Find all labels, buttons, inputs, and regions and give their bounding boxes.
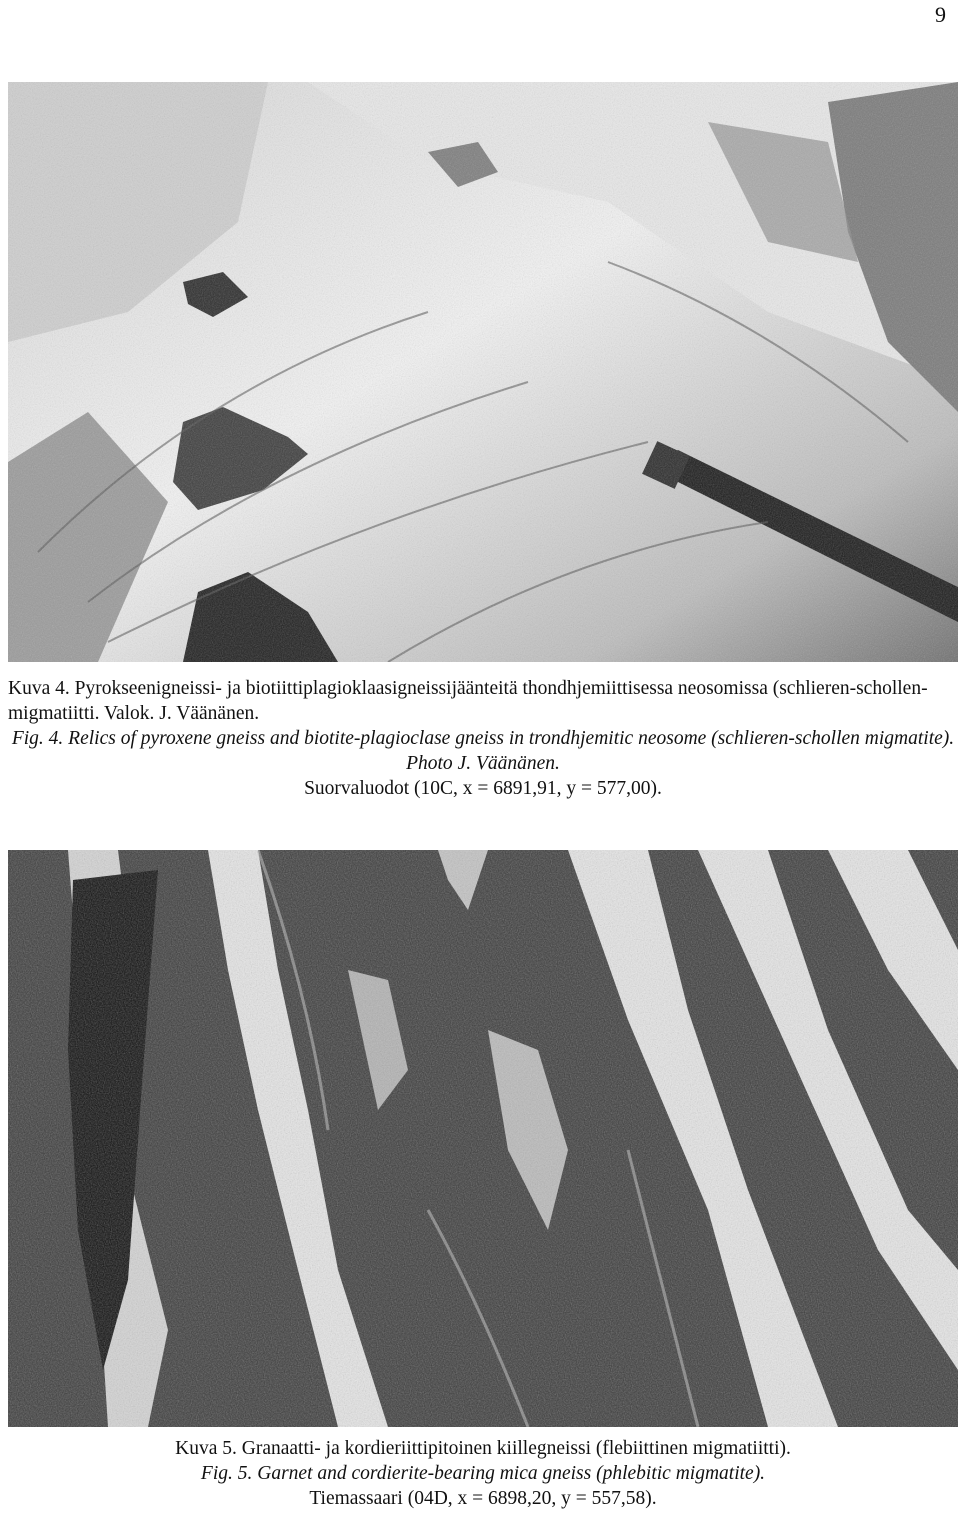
figure-4-coordinates: Suorvaluodot (10C, x = 6891,91, y = 577,00). (304, 778, 662, 799)
figure-4-caption (8, 676, 958, 801)
page-number: 9 (935, 2, 946, 27)
figure-5-caption-finnish: Kuva 5. Granaatti- ja kordieriittipitoinen kiillegneissi (flebiittinen migmatiitti). (175, 1438, 791, 1459)
figure-4-photo (8, 82, 958, 662)
figure-5-photo (8, 850, 958, 1427)
figure-4-caption-english: Fig. 4. Relics of pyroxene gneiss and biotite-plagioclase gneiss in trondhjemitic neosome (schlieren-schollen migmatite). Photo J. Väänänen. (11, 728, 955, 774)
figure-5-coordinates: Tiemassaari (04D, x = 6898,20, y = 557,58). (309, 1488, 657, 1509)
figure-5-caption-english: Fig. 5. Garnet and cordierite-bearing mica gneiss (phlebitic migmatite). (200, 1463, 766, 1484)
figure-4-caption-finnish: Kuva 4. Pyrokseenigneissi- ja biotiittiplagioklaasigneissijäänteitä thondhjemiittisessa neosomissa (schlieren-schollen-migmatiitti. Valok. J. Väänänen. (8, 678, 928, 724)
figure-5-caption (8, 1436, 958, 1511)
